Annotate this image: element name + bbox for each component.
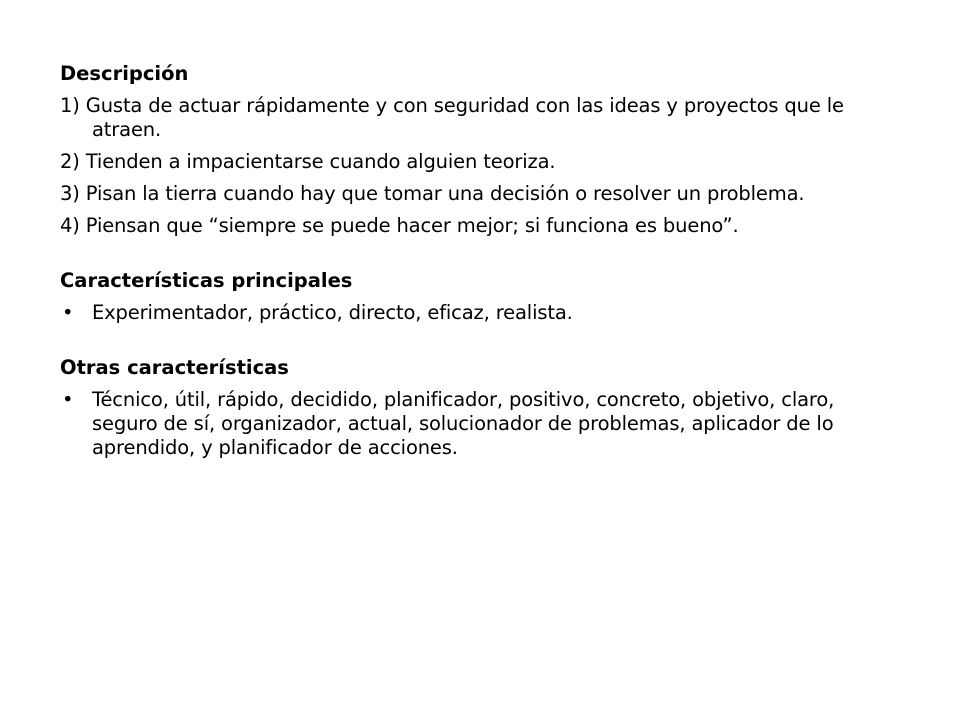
section-spacer <box>60 333 900 356</box>
section-spacer <box>60 246 900 269</box>
otras-heading: Otras características <box>60 356 289 379</box>
descripcion-item-1: 1) Gusta de actuar rápidamente y con seguridad con las ideas y proyectos que le atraen. <box>60 94 844 141</box>
principales-bullet-text: Experimentador, práctico, directo, eficaz, realista. <box>92 301 573 324</box>
otras-bullet-text: Técnico, útil, rápido, decidido, planificador, positivo, concreto, objetivo, claro, seguro de sí, organizador, actual, solucionador de problemas, aplicador de lo aprendido, y planificador de acciones. <box>92 388 835 459</box>
descripcion-item-2: 2) Tienden a impacientarse cuando alguien teoriza. <box>60 150 556 173</box>
principales-bullet-item <box>60 301 900 325</box>
descripcion-heading: Descripción <box>60 62 189 85</box>
bullet-icon: • <box>62 388 74 411</box>
principales-heading: Características principales <box>60 269 353 292</box>
bullet-icon: • <box>62 301 74 324</box>
descripcion-item-3: 3) Pisan la tierra cuando hay que tomar una decisión o resolver un problema. <box>60 182 805 205</box>
descripcion-item-4: 4) Piensan que “siempre se puede hacer mejor; si funciona es bueno”. <box>60 214 739 237</box>
otras-bullet-item <box>60 388 900 460</box>
